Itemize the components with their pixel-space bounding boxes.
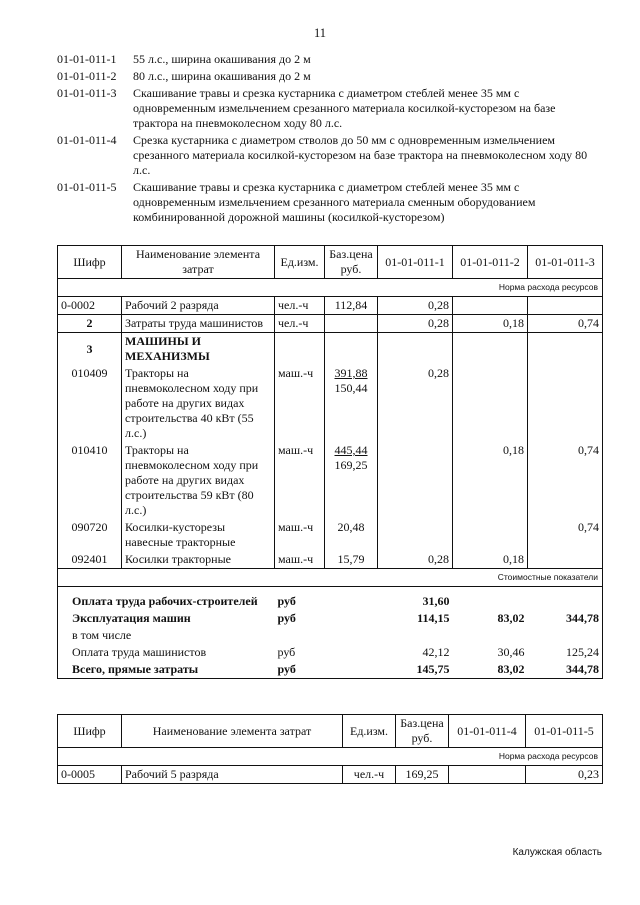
- table-header-row: [58, 246, 603, 279]
- cell-price: [325, 365, 378, 442]
- summary-value: [453, 593, 528, 610]
- empty-cell: [325, 610, 378, 627]
- cell-value: 0,18: [453, 551, 528, 569]
- cell-price: 15,79: [325, 551, 378, 569]
- cost-label: Стоимостные показатели: [58, 569, 603, 587]
- summary-value: 344,78: [528, 610, 603, 627]
- code-label: 01-01-011-3: [57, 86, 117, 100]
- code-description: Скашивание травы и срезка кустарника с диаметром стеблей менее 35 мм с одновременным измельчением срезанного материала сменным оборудованием комбинированной дорожной машины (косилкой-кусторезом): [133, 180, 536, 224]
- cell-unit: маш.-ч: [275, 442, 325, 519]
- header-col-011-2: 01-01-011-2: [453, 246, 528, 279]
- cell-code: 090720: [58, 519, 122, 551]
- code-row: [57, 180, 602, 225]
- summary-name: Оплата труда машинистов: [58, 644, 275, 661]
- summary-value: 31,60: [422, 593, 450, 608]
- summary-note: в том числе: [58, 627, 603, 644]
- empty-cell: [378, 333, 453, 366]
- cell-value: [453, 365, 528, 442]
- cell-unit: чел.-ч: [275, 315, 325, 333]
- page-number: 11: [313, 26, 327, 40]
- summary-value: 114,15: [417, 610, 450, 625]
- norm-label: Норма расхода ресурсов: [58, 748, 603, 766]
- summary-value: 42,12: [422, 644, 450, 659]
- empty-cell: [325, 333, 378, 366]
- cell-unit: маш.-ч: [275, 365, 325, 442]
- cost-subheader-row: [58, 569, 603, 587]
- summary-value: 145,75: [378, 661, 453, 679]
- empty-cell: [453, 333, 528, 366]
- summary-unit: руб: [275, 661, 325, 679]
- empty-cell: [325, 661, 378, 679]
- header-col-011-4: 01-01-011-4: [449, 715, 526, 748]
- summary-total-row: [58, 661, 603, 679]
- section-title: МАШИНЫ И МЕХАНИЗМЫ: [122, 333, 275, 366]
- summary-value: 30,46: [497, 644, 525, 659]
- cell-value: 0,28: [378, 551, 453, 569]
- header-code: Шифр: [58, 246, 122, 279]
- table-row: [58, 519, 603, 551]
- table-row: [58, 297, 603, 315]
- cell-value: 0,18: [453, 315, 528, 333]
- summary-value: 83,02: [497, 610, 525, 625]
- cell-value: 0,28: [378, 315, 453, 333]
- table-header-row: [58, 715, 603, 748]
- summary-unit: руб: [277, 610, 296, 625]
- section-row: [58, 333, 603, 366]
- cell-code: 0-0005: [58, 766, 122, 784]
- code-description: Скашивание травы и срезка кустарника с диаметром стеблей менее 35 мм с одновременным измельчением срезанного материала косилкой-кусторезом на базе трактора на пневмоколесном ходу 80 л.с.: [133, 86, 556, 130]
- cell-value: 0,28: [378, 297, 453, 315]
- empty-cell: [325, 644, 378, 661]
- summary-row: [58, 644, 603, 661]
- cell-value: [528, 365, 603, 442]
- cell-value: [453, 297, 528, 315]
- empty-cell: [275, 333, 325, 366]
- cell-name: Тракторы на пневмоколесном ходу при работе на других видах строительства 40 кВт (55 л.с.): [122, 365, 275, 442]
- summary-unit: руб: [277, 593, 296, 608]
- price-current: 445,44: [334, 443, 368, 457]
- cell-code: 3: [58, 333, 122, 366]
- header-unit: Ед.изм.: [275, 246, 325, 279]
- summary-name: Оплата труда рабочих-строителей: [58, 593, 275, 610]
- cell-value: [528, 297, 603, 315]
- cell-price: [325, 315, 378, 333]
- cell-value: 0,18: [453, 442, 528, 519]
- header-price: Баз.цена руб.: [325, 246, 378, 279]
- cell-value: [449, 766, 526, 784]
- cell-unit: маш.-ч: [275, 551, 325, 569]
- cell-value: [528, 551, 603, 569]
- code-label: 01-01-011-1: [57, 52, 117, 66]
- norm-subheader-row: [58, 279, 603, 297]
- summary-value: 125,24: [528, 644, 603, 661]
- header-col-011-5: 01-01-011-5: [526, 715, 603, 748]
- header-price: Баз.цена руб.: [396, 715, 449, 748]
- code-row: [57, 69, 602, 84]
- summary-name: Эксплуатация машин: [58, 610, 275, 627]
- cell-value: [378, 442, 453, 519]
- cell-name: Тракторы на пневмоколесном ходу при работе на других видах строительства 59 кВт (80 л.с.): [122, 442, 275, 519]
- code-label: 01-01-011-4: [57, 133, 117, 147]
- cell-value: 0,74: [528, 442, 603, 519]
- empty-cell: [528, 333, 603, 366]
- header-col-011-3: 01-01-011-3: [528, 246, 603, 279]
- cell-price: 112,84: [325, 297, 378, 315]
- cell-price: 20,48: [325, 519, 378, 551]
- code-description: Срезка кустарника с диаметром стволов до 50 мм с одновременным измельчением срезанного материала косилкой-кусторезом на базе трактора на пневмоколесном ходу 80 л.с.: [133, 133, 588, 177]
- resource-norms-table-1: [57, 245, 603, 679]
- code-row: [57, 52, 602, 67]
- table-row: [58, 315, 603, 333]
- code-label: 01-01-011-2: [57, 69, 117, 83]
- empty-cell: [325, 593, 378, 610]
- summary-value: [528, 593, 603, 610]
- code-descriptions: [57, 52, 602, 227]
- price-base: 169,25: [334, 458, 368, 472]
- cell-price: 169,25: [396, 766, 449, 784]
- table-row: [58, 551, 603, 569]
- cell-value: 0,23: [526, 766, 603, 784]
- cell-name: Затраты труда машинистов: [122, 315, 275, 333]
- code-label: 01-01-011-5: [57, 180, 117, 194]
- header-unit: Ед.изм.: [343, 715, 396, 748]
- summary-name: Всего, прямые затраты: [58, 661, 275, 679]
- cell-name: Косилки-кусторезы навесные тракторные: [122, 519, 275, 551]
- cell-code: 0-0002: [58, 297, 122, 315]
- header-code: Шифр: [58, 715, 122, 748]
- cell-unit: чел.-ч: [275, 297, 325, 315]
- cell-unit: маш.-ч: [275, 519, 325, 551]
- cell-value: 0,28: [378, 365, 453, 442]
- norm-label: Норма расхода ресурсов: [58, 279, 603, 297]
- region-footer: Калужская область: [512, 847, 602, 858]
- header-name: Наименование элемента затрат: [122, 715, 343, 748]
- code-row: [57, 133, 602, 178]
- cell-name: Рабочий 5 разряда: [122, 766, 343, 784]
- code-description: 80 л.с., ширина окашивания до 2 м: [133, 69, 311, 83]
- cell-value: 0,74: [528, 519, 603, 551]
- summary-value: 344,78: [528, 661, 603, 679]
- price-base: 150,44: [334, 381, 368, 395]
- price-current: 391,88: [334, 366, 368, 380]
- summary-row: [58, 610, 603, 627]
- cell-code: 010410: [58, 442, 122, 519]
- cell-unit: чел.-ч: [343, 766, 396, 784]
- cell-code: 010409: [58, 365, 122, 442]
- cell-price: [325, 442, 378, 519]
- cell-code: 2: [58, 315, 122, 333]
- cell-name: Косилки тракторные: [122, 551, 275, 569]
- cell-value: [453, 519, 528, 551]
- table-row: [58, 442, 603, 519]
- table-row: [58, 365, 603, 442]
- cell-code: 092401: [58, 551, 122, 569]
- summary-row: [58, 627, 603, 644]
- cell-name: Рабочий 2 разряда: [122, 297, 275, 315]
- summary-unit: руб: [277, 644, 296, 659]
- summary-row: [58, 593, 603, 610]
- summary-value: 83,02: [453, 661, 528, 679]
- header-col-011-1: 01-01-011-1: [378, 246, 453, 279]
- code-row: [57, 86, 602, 131]
- cell-value: [378, 519, 453, 551]
- header-name: Наименование элемента затрат: [122, 246, 275, 279]
- norm-subheader-row: [58, 748, 603, 766]
- cell-value: 0,74: [528, 315, 603, 333]
- table-row: [58, 766, 603, 784]
- resource-norms-table-2: [57, 714, 603, 784]
- code-description: 55 л.с., ширина окашивания до 2 м: [133, 52, 311, 66]
